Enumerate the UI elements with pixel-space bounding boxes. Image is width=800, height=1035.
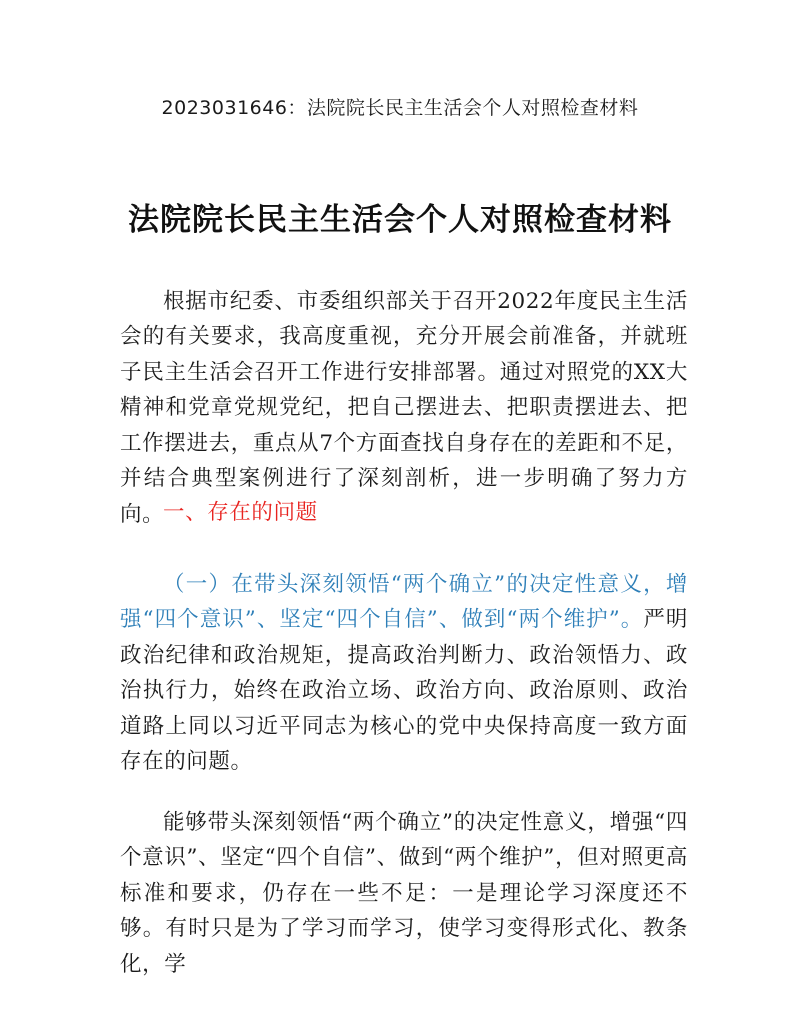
problem-item-1-text: 严明政治纪律和政治规矩，提高政治判断力、政治领悟力、政治执行力，始终在政治立场、政治方向、政治原则、政治道路上同以习近平同志为核心的党中央保持高度一致方面存在的问题。 [120, 607, 688, 774]
problem-item-1-detail-paragraph: 能够带头深刻领悟“两个确立”的决定性意义，增强“四个意识”、坚定“四个自信”、做到“两个维护”，但对照更高标准和要求，仍存在一些不足：一是理论学习深度还不够。有时只是为了学习而学习，使学习变得形式化、教条化，学 [120, 809, 688, 977]
intro-paragraph: 根据市纪委、市委组织部关于召开2022年度民主生活会的有关要求，我高度重视，充分开展会前准备，并就班子民主生活会召开工作进行安排部署。通过对照党的XX大精神和党章党规党纪，把自己摆进去、把职责摆进去、把工作摆进去，重点从7个方面查找自身存在的差距和不足，并结合典型案例进行了深刻剖析，进一步明确了努力方向。 [120, 288, 688, 527]
problem-item-1-paragraph [120, 567, 688, 780]
document-code-title: 2023031646：法院院长民主生活会个人对照检查材料 [161, 97, 639, 119]
problem-item-1-lead: （一）在带头深刻领悟“两个确立”的决定性意义，增强“四个意识”、坚定“四个自信”、做到“两个维护”。 [120, 571, 688, 632]
document-title: 法院院长民主生活会个人对照检查材料 [128, 202, 672, 238]
section-heading-problems: 一、存在的问题 [163, 500, 318, 525]
